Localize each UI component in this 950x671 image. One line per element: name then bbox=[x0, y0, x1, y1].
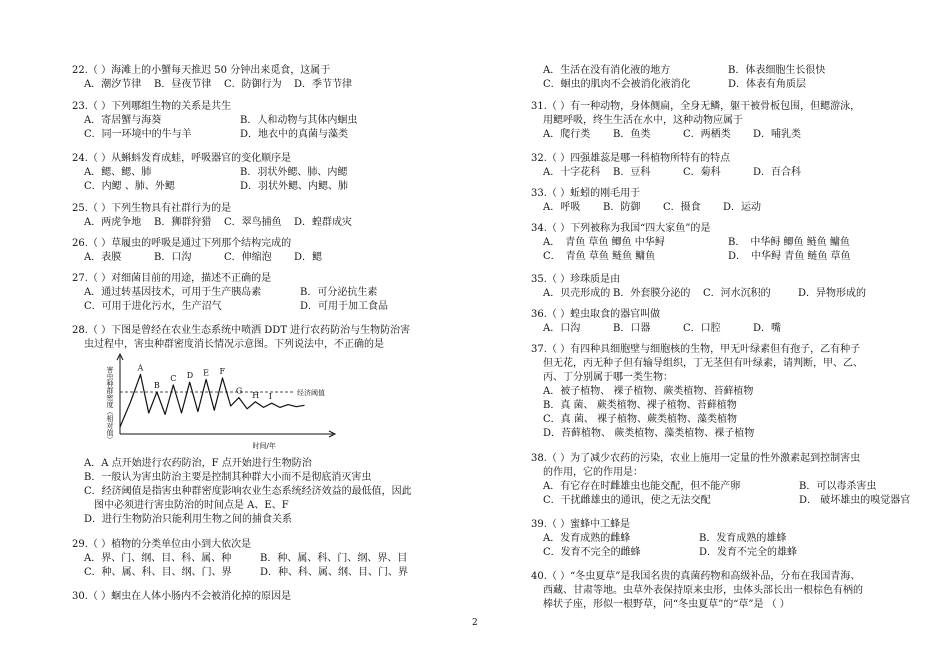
question-text: 草履虫的呼吸是通过下列那个结构完成的 bbox=[111, 238, 292, 249]
option-row bbox=[531, 546, 926, 560]
option-row bbox=[72, 513, 467, 527]
answer-option[interactable]: C．经济阈值是指害虫种群密度影响农业生态系统经济效益的最低值，因此 bbox=[84, 486, 412, 497]
question-number: 33 bbox=[531, 188, 544, 199]
question-number-dot: . bbox=[84, 203, 88, 214]
question-number-dot: . bbox=[84, 65, 88, 76]
question-32 bbox=[531, 152, 926, 180]
question-text: 海滩上的小蟹每天推迟 50 分钟出来觅食，这属于 bbox=[111, 65, 331, 76]
question-text: 有四种具细胞壁与细胞核的生物，甲无叶绿素但有孢子，乙有种子 bbox=[570, 344, 861, 355]
answer-option[interactable]: B．人和动物与其体内蛔虫 bbox=[240, 115, 358, 126]
answer-option[interactable]: C．蛔虫的肌肉不会被消化液消化 bbox=[543, 79, 691, 90]
answer-option[interactable]: B．可以毒杀害虫 bbox=[799, 481, 877, 492]
answer-option[interactable]: A．贝壳形成的 bbox=[543, 288, 611, 299]
point-label-H: H bbox=[252, 390, 260, 400]
option-row bbox=[72, 499, 467, 513]
answer-option[interactable]: A．界、门、纲、目、科、属、种 bbox=[84, 553, 232, 564]
answer-option[interactable]: B．体表细胞生长很快 bbox=[728, 65, 826, 76]
answer-option[interactable]: A．呼吸 bbox=[543, 202, 581, 213]
answer-option[interactable]: A．十字花科 bbox=[543, 167, 601, 178]
answer-option[interactable]: A．潮汐节律 bbox=[84, 79, 142, 90]
question-number: 28 bbox=[72, 325, 85, 336]
point-label-D: D bbox=[186, 371, 194, 381]
question-text: 珍珠质是由 bbox=[570, 274, 621, 285]
answer-option[interactable]: D．异物形成的 bbox=[798, 288, 867, 299]
option-row bbox=[531, 532, 926, 546]
answer-option[interactable]: 图中必须进行害虫防治的时间点是 A、E、F bbox=[94, 500, 289, 511]
option-row bbox=[72, 166, 467, 180]
question-number-dot: . bbox=[543, 571, 547, 582]
question-number: 24 bbox=[72, 153, 85, 164]
question-number: 31 bbox=[531, 101, 544, 112]
question-30 bbox=[72, 590, 467, 604]
option-row bbox=[531, 250, 926, 264]
answer-option[interactable]: D．体表有角质层 bbox=[728, 79, 807, 90]
question-stem bbox=[531, 100, 926, 114]
question-36 bbox=[531, 308, 926, 336]
answer-option[interactable]: B．豆科 bbox=[613, 167, 651, 178]
option-row bbox=[531, 399, 926, 413]
answer-blank[interactable]: （ ） bbox=[546, 571, 571, 582]
answer-blank[interactable]: （ ） bbox=[546, 309, 571, 320]
answer-option[interactable]: A．有它存在时雌雄虫也能交配，但不能产卵 bbox=[543, 481, 741, 492]
answer-blank[interactable]: （ ） bbox=[546, 453, 571, 464]
question-number: 34 bbox=[531, 223, 544, 234]
question-number: 30 bbox=[72, 591, 85, 602]
question-text-continued: 西藏、甘肃等地。虫草外表保持原来虫形，虫体头部长出一根棕色有柄的 bbox=[543, 585, 863, 596]
answer-option[interactable]: D．羽状外鳃、内鳃、肺 bbox=[240, 181, 349, 192]
answer-blank[interactable]: （ ） bbox=[546, 344, 571, 355]
answer-option[interactable]: C．河水沉积的 bbox=[703, 288, 771, 299]
answer-blank[interactable]: （ ） bbox=[87, 325, 112, 336]
option-row bbox=[531, 236, 926, 250]
answer-option[interactable]: C．真 菌、 裸子植物、蕨类植物、藻类植物 bbox=[543, 414, 738, 425]
answer-option[interactable]: B．可分泌抗生素 bbox=[300, 287, 378, 298]
answer-option[interactable]: B．鱼类 bbox=[613, 129, 651, 140]
question-number: 39 bbox=[531, 519, 544, 530]
answer-option[interactable]: A．表膜 bbox=[84, 252, 122, 263]
answer-blank[interactable]: （ ） bbox=[87, 101, 112, 112]
answer-option[interactable]: A．两虎争地 bbox=[84, 217, 142, 228]
question-text: 蜜蜂中工蜂是 bbox=[570, 519, 631, 530]
question-text: 为了减少农药的污染，农业上施用一定量的性外激素起到控制害虫 bbox=[570, 453, 861, 464]
question-number-dot: . bbox=[543, 153, 547, 164]
question-text: 蝗虫取食的器官叫做 bbox=[570, 309, 661, 320]
answer-option[interactable]: C．防御行为 bbox=[224, 79, 282, 90]
question-stem bbox=[72, 590, 467, 604]
question-text: 下列生物具有社群行为的是 bbox=[111, 203, 232, 214]
answer-option[interactable]: A．被子植物、 裸子植物、蕨类植物、苔藓植物 bbox=[543, 386, 754, 397]
answer-option[interactable]: C．可用于进化污水，生产沼气 bbox=[84, 301, 222, 312]
answer-option[interactable]: D．发育不完全的雄蜂 bbox=[699, 547, 798, 558]
question-text: 对细菌目前的用途，描述不正确的是 bbox=[111, 273, 272, 284]
threshold-label: 经济阈值 bbox=[297, 389, 325, 397]
option-row bbox=[531, 166, 926, 180]
answer-option[interactable]: B．口沟 bbox=[154, 252, 192, 263]
question-22 bbox=[72, 64, 467, 92]
question-text-continued: 丙、丁分别属于哪一类生物： bbox=[543, 372, 673, 383]
option-row bbox=[72, 471, 467, 485]
option-row bbox=[72, 286, 467, 300]
answer-option[interactable]: D．百合科 bbox=[753, 167, 802, 178]
question-26 bbox=[72, 237, 467, 265]
answer-blank[interactable]: （ ） bbox=[87, 203, 112, 214]
answer-option[interactable]: B．昼夜节律 bbox=[154, 79, 212, 90]
chart-svg bbox=[72, 352, 332, 452]
answer-option[interactable]: A．生活在没有消化液的地方 bbox=[543, 65, 671, 76]
answer-option[interactable]: C．两栖类 bbox=[683, 129, 731, 140]
question-number-dot: . bbox=[84, 325, 88, 336]
option-row bbox=[72, 300, 467, 314]
point-label-G: G bbox=[235, 386, 243, 396]
question-text-continued: 棒状子座，形似一根野草，问“冬虫夏草”的“草”是 （ ） bbox=[543, 599, 790, 610]
option-row bbox=[531, 480, 926, 494]
question-text-continued: 用鳃呼吸，终生生活在水中，这种动物应属于 bbox=[543, 115, 743, 126]
question-stem bbox=[531, 187, 926, 201]
question-number: 36 bbox=[531, 309, 544, 320]
answer-option[interactable]: C． 青鱼 草鱼 鲢鱼 鳙鱼 bbox=[543, 251, 656, 262]
option-row bbox=[531, 413, 926, 427]
question-text: 植物的分类单位由小到大依次是 bbox=[111, 539, 252, 550]
answer-option[interactable]: C．翠鸟捕鱼 bbox=[224, 217, 282, 228]
option-row bbox=[531, 494, 926, 508]
answer-option[interactable]: A．爬行类 bbox=[543, 129, 591, 140]
question-stem bbox=[531, 518, 926, 532]
question-40 bbox=[531, 570, 926, 612]
answer-option[interactable]: A．A 点开始进行农药防治，F 点开始进行生物防治 bbox=[84, 458, 312, 469]
option-row bbox=[531, 78, 926, 92]
question-stem bbox=[531, 570, 926, 584]
point-label-F: F bbox=[219, 367, 226, 376]
question-39 bbox=[531, 518, 926, 560]
answer-option[interactable]: D．运动 bbox=[723, 202, 762, 213]
question-24 bbox=[72, 152, 467, 194]
option-row bbox=[72, 251, 467, 265]
answer-option[interactable]: B．羽状外鳃、肺、内鳃 bbox=[240, 167, 348, 178]
answer-blank[interactable]: （ ） bbox=[87, 273, 112, 284]
question-stem bbox=[72, 324, 467, 338]
question-38 bbox=[531, 452, 926, 508]
question-number-dot: . bbox=[84, 101, 88, 112]
point-label-C: C bbox=[170, 374, 177, 383]
question-35 bbox=[531, 273, 926, 301]
question-text: 下列哪组生物的关系是共生 bbox=[111, 101, 232, 112]
answer-option[interactable]: B．发育成熟的雄蜂 bbox=[699, 533, 787, 544]
answer-blank[interactable]: （ ） bbox=[87, 65, 112, 76]
answer-option[interactable]: C．干扰雌雄虫的通讯，使之无法交配 bbox=[543, 495, 711, 506]
question-stem bbox=[72, 202, 467, 216]
answer-option[interactable]: D．鳃 bbox=[294, 252, 323, 263]
question-text: 下列被称为我国“四大家鱼”的是 bbox=[570, 223, 711, 234]
answer-blank[interactable]: （ ） bbox=[546, 223, 571, 234]
answer-option[interactable]: A．口沟 bbox=[543, 323, 581, 334]
series-line bbox=[120, 375, 305, 428]
answer-option[interactable]: D．地衣中的真菌与藻类 bbox=[240, 129, 349, 140]
pest-density-chart bbox=[72, 352, 467, 457]
option-row bbox=[531, 201, 926, 215]
question-number-dot: . bbox=[84, 273, 88, 284]
answer-option[interactable]: B． 中华鲟 鲫鱼 鲢鱼 鳙鱼 bbox=[728, 237, 850, 248]
question-text: 下图是曾经在农业生态系统中喷洒 DDT 进行农药防治与生物防治害 bbox=[111, 325, 411, 336]
answer-option[interactable]: C．口腔 bbox=[683, 323, 721, 334]
question-stem bbox=[531, 308, 926, 322]
question-27 bbox=[72, 272, 467, 314]
question-number-dot: . bbox=[84, 238, 88, 249]
answer-option[interactable]: B．口器 bbox=[613, 323, 651, 334]
option-row bbox=[72, 78, 467, 92]
question-text-continued: 的作用，它的作用是： bbox=[543, 467, 643, 478]
question-text: 有一种动物，身体侧扁，全身无鳞，躯干被骨板包围，但鳃游泳， bbox=[570, 101, 861, 112]
question-31 bbox=[531, 100, 926, 142]
answer-option[interactable]: D．季节节律 bbox=[294, 79, 353, 90]
answer-option[interactable]: D．哺乳类 bbox=[753, 129, 802, 140]
question-number-dot: . bbox=[543, 309, 547, 320]
answer-option[interactable]: D．可用于加工食品 bbox=[300, 301, 389, 312]
question-number-dot: . bbox=[543, 274, 547, 285]
question-number-dot: . bbox=[543, 519, 547, 530]
point-label-A: A bbox=[137, 363, 144, 373]
question-number: 37 bbox=[531, 344, 544, 355]
question-37 bbox=[531, 343, 926, 441]
answer-option[interactable]: D． 破坏雄虫的嗅觉器官 bbox=[799, 495, 911, 506]
answer-option[interactable]: B．狮群狩猎 bbox=[154, 217, 212, 228]
question-text-continued: 虫过程中，害虫种群密度消长情况示意图。下列说法中，不正确的是 bbox=[84, 339, 384, 350]
answer-option[interactable]: D．蝗群成灾 bbox=[294, 217, 353, 228]
question-stem bbox=[531, 273, 926, 287]
answer-blank[interactable]: （ ） bbox=[546, 188, 571, 199]
question-text: 从蝌蚪发育成蛙，呼吸器官的变化顺序是 bbox=[111, 153, 292, 164]
answer-option[interactable]: C．菊科 bbox=[683, 167, 721, 178]
answer-blank[interactable]: （ ） bbox=[546, 101, 571, 112]
question-number-dot: . bbox=[543, 223, 547, 234]
question-number: 27 bbox=[72, 273, 85, 284]
answer-blank[interactable]: （ ） bbox=[87, 591, 112, 602]
answer-option[interactable]: D．嘴 bbox=[753, 323, 782, 334]
answer-option[interactable]: A．通过转基因技术，可用于生产胰岛素 bbox=[84, 287, 262, 298]
question-text-continued: 但无花，丙无种子但有输导组织，丁无茎但有叶绿素，请判断，甲、乙、 bbox=[543, 358, 863, 369]
question-number: 29 bbox=[72, 539, 85, 550]
question-number: 22 bbox=[72, 65, 85, 76]
answer-option[interactable]: D．进行生物防治只能利用生物之间的捕食关系 bbox=[84, 514, 293, 525]
page-number: 2 bbox=[472, 618, 478, 628]
answer-option[interactable]: D．种、科、属、纲、目、门、界 bbox=[260, 567, 409, 578]
question-number: 26 bbox=[72, 238, 85, 249]
question-stem bbox=[72, 64, 467, 78]
question-stem bbox=[531, 452, 926, 466]
question-23 bbox=[72, 100, 467, 142]
answer-option[interactable]: B．真 菌、 蕨类植物、裸子植物、苔藓植物 bbox=[543, 400, 737, 411]
question-number: 35 bbox=[531, 274, 544, 285]
question-stem bbox=[531, 222, 926, 236]
question-text: 蚯蚓的刚毛用于 bbox=[570, 188, 641, 199]
answer-option[interactable]: C．伸缩泡 bbox=[224, 252, 272, 263]
question-stem bbox=[72, 152, 467, 166]
question-33 bbox=[531, 187, 926, 215]
option-row bbox=[531, 427, 926, 441]
y-axis-label: 害虫种群密度（相对值） bbox=[106, 366, 114, 443]
x-axis-label: 时间/年 bbox=[252, 442, 276, 450]
answer-option[interactable]: C．发育不完全的雌蜂 bbox=[543, 547, 641, 558]
answer-blank[interactable]: （ ） bbox=[546, 274, 571, 285]
question-stem bbox=[72, 538, 467, 552]
question-number: 40 bbox=[531, 571, 544, 582]
option-row bbox=[72, 114, 467, 128]
option-row bbox=[72, 216, 467, 230]
question-number-dot: . bbox=[543, 101, 547, 112]
answer-blank[interactable]: （ ） bbox=[546, 153, 571, 164]
question-number-dot: . bbox=[543, 344, 547, 355]
question-28 bbox=[72, 324, 467, 527]
answer-blank[interactable]: （ ） bbox=[546, 519, 571, 530]
answer-blank[interactable]: （ ） bbox=[87, 539, 112, 550]
question-number-dot: . bbox=[543, 188, 547, 199]
option-row bbox=[72, 566, 467, 580]
answer-option[interactable]: C．摄食 bbox=[663, 202, 701, 213]
question-text: 蛔虫在人体小肠内不会被消化掉的原因是 bbox=[111, 591, 292, 602]
question-stem bbox=[72, 237, 467, 251]
option-row bbox=[531, 128, 926, 142]
option-row bbox=[72, 180, 467, 194]
answer-option[interactable]: C．内鳃 、肺、外鳃 bbox=[84, 181, 175, 192]
option-row bbox=[72, 552, 467, 566]
option-row bbox=[531, 287, 926, 301]
question-number-dot: . bbox=[84, 539, 88, 550]
answer-option[interactable]: A．发育成熟的雌蜂 bbox=[543, 533, 631, 544]
point-label-B: B bbox=[153, 381, 160, 390]
answer-option[interactable]: A．寄居蟹与海葵 bbox=[84, 115, 162, 126]
option-row bbox=[531, 322, 926, 336]
question-stem bbox=[72, 100, 467, 114]
point-label-E: E bbox=[203, 368, 209, 378]
question-stem bbox=[531, 343, 926, 357]
question-number: 25 bbox=[72, 203, 85, 214]
answer-option[interactable]: B．一般认为害虫防治主要是控制其种群大小而不是彻底消灭害虫 bbox=[84, 472, 372, 483]
point-label-I: I bbox=[268, 392, 272, 402]
option-row bbox=[531, 64, 926, 78]
answer-option[interactable]: D．苔藓植物、 蕨类植物、藻类植物、裸子植物 bbox=[543, 428, 755, 439]
answer-option[interactable]: B．种、属、科、门、纲、界、目 bbox=[260, 553, 408, 564]
question-25 bbox=[72, 202, 467, 230]
answer-option[interactable]: D． 中华鲟 青鱼 鲢鱼 草鱼 bbox=[728, 251, 851, 262]
option-row bbox=[72, 457, 467, 471]
option-row bbox=[72, 128, 467, 142]
question-number-dot: . bbox=[84, 591, 88, 602]
question-29 bbox=[72, 538, 467, 580]
answer-option[interactable]: C．种、属、科、目、纲、门、界 bbox=[84, 567, 232, 578]
answer-option[interactable]: A． 青鱼 草鱼 鲫鱼 中华鲟 bbox=[543, 237, 665, 248]
question-number: 38 bbox=[531, 453, 544, 464]
question-text: 四强雄蕊是哪一科植物所特有的特点 bbox=[570, 153, 731, 164]
answer-option[interactable]: B．外套膜分泌的 bbox=[613, 288, 691, 299]
option-row bbox=[531, 385, 926, 399]
answer-blank[interactable]: （ ） bbox=[87, 153, 112, 164]
question-number: 23 bbox=[72, 101, 85, 112]
question-text: “冬虫夏草”是我国名贵的真菌药物和高级补品，分布在我国青海、 bbox=[570, 571, 861, 582]
question-number-dot: . bbox=[84, 153, 88, 164]
question-34 bbox=[531, 222, 926, 264]
answer-blank[interactable]: （ ） bbox=[87, 238, 112, 249]
answer-option[interactable]: A．鳃、鳃、肺 bbox=[84, 167, 152, 178]
question-stem bbox=[72, 272, 467, 286]
option-row bbox=[72, 485, 467, 499]
question-continuation bbox=[531, 64, 926, 92]
question-number: 32 bbox=[531, 153, 544, 164]
answer-option[interactable]: C．同一环境中的牛与羊 bbox=[84, 129, 192, 140]
question-stem bbox=[531, 152, 926, 166]
question-number-dot: . bbox=[543, 453, 547, 464]
answer-option[interactable]: B．防御 bbox=[603, 202, 641, 213]
